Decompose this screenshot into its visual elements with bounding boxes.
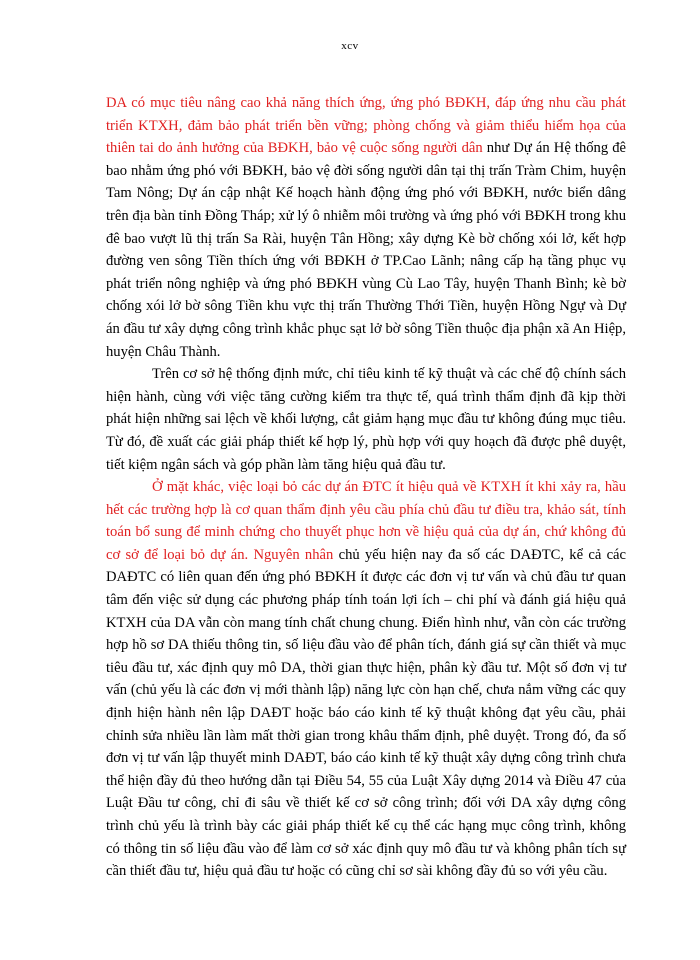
paragraph-2 (106, 363, 626, 476)
paragraph-1-highlight: DA có mục tiêu nâng cao khả năng thích ứng, ứng phó BĐKH, đáp ứng nhu cầu phát triển KTXH, đảm bảo phát triển bền vững; phòng chống và giảm thiểu hiểm họa của thiên tai do ảnh hưởng của BĐKH, bảo vệ cuộc sống người dân (106, 95, 626, 157)
page-number: xcv (341, 40, 359, 52)
paragraph-1-text: như Dự án Hệ thống đê bao nhằm ứng phó với BĐKH, bảo vệ đời sống người dân tại thị trấn Tràm Chim, huyện Tam Nông; Dự án cập nhật Kế hoạch hành động ứng phó với BĐKH, nước biển dâng trên địa bàn tỉnh Đồng Tháp; xử lý ô nhiễm môi trường và ứng phó với BĐKH trong khu đê bao vượt lũ thị trấn Sa Rài, huyện Tân Hồng; xây dựng Kè bờ chống xói lở, kết hợp đường ven sông Tiền thích ứng với BĐKH ở TP.Cao Lãnh; nâng cấp hạ tầng phục vụ phát triển nông nghiệp và ứng phó BĐKH vùng Cù Lao Tây, huyện Thanh Bình; kè bờ chống xói lở bờ sông Tiền khu vực thị trấn Thường Thới Tiền, huyện Hồng Ngự và Dự án đầu tư xây dựng công trình khắc phục sạt lở bờ sông Tiền thuộc địa phận xã An Hiệp, huyện Châu Thành. (106, 140, 627, 360)
paragraph-3 (106, 476, 626, 883)
paragraph-3-highlight: Ở mặt khác, việc loại bỏ các dự án ĐTC ít hiệu quả về KTXH ít khi xảy ra, hầu hết các trường hợp là cơ quan thẩm định yêu cầu phía chủ đầu tư điều tra, khảo sát, tính toán bổ sung để minh chứng cho thuyết phục hơn về hiệu quả của dự án, chứ không đủ cơ sở để loại bỏ dự án. Nguyên nhân (106, 479, 626, 563)
paragraph-3-text: chủ yếu hiện nay đa số các DAĐTC, kể cả các DAĐTC có liên quan đến ứng phó BĐKH ít được các đơn vị tư vấn và chủ đầu tư quan tâm đến việc sử dụng các phương pháp tính toán lợi ích – chi phí và đánh giá hiệu quả KTXH của DA vẫn còn mang tính chất chung chung. Điển hình như, vẫn còn các trường hợp hồ sơ DA thiếu thông tin, số liệu đầu vào để phân tích, đánh giá sự cần thiết và mục tiêu đầu tư, xác định quy mô DA, thời gian thực hiện, phân kỳ đầu tư. Một số đơn vị tư vấn (chủ yếu là các đơn vị mới thành lập) năng lực còn hạn chế, chưa nắm vững các quy định hiện hành nên lập DAĐT hoặc báo cáo kinh tế kỹ thuật không đạt yêu cầu, phải chỉnh sửa nhiều lần làm mất thời gian trong khâu thẩm định, phê duyệt. Trong đó, đa số đơn vị tư vấn lập thuyết minh DAĐT, báo cáo kinh tế kỹ thuật xây dựng công trình chưa thể hiện đầy đủ theo hướng dẫn tại Điều 54, 55 của Luật Xây dựng 2014 và Điều 47 của Luật Đầu tư công, chỉ đi sâu về thiết kế cơ sở công trình; đối với DA xây dựng công trình chủ yếu là trình bày các giải pháp thiết kế cụ thể các hạng mục công trình, không có thông tin số liệu đầu vào để làm cơ sở xác định quy mô đầu tư và không phân tích sự cần thiết đầu tư, hiệu quả đầu tư hoặc có cũng chỉ sơ sài không đầy đủ so với yêu cầu. (106, 546, 627, 880)
paragraph-2-text: Trên cơ sở hệ thống định mức, chỉ tiêu kinh tế kỹ thuật và các chế độ chính sách hiện hành, cùng với việc tăng cường kiểm tra thực tế, quá trình thẩm định đã kịp thời phát hiện những sai lệch về khối lượng, cắt giảm hạng mục đầu tư không đúng mục tiêu. Từ đó, đề xuất các giải pháp thiết kế hợp lý, phù hợp với quy hoạch đã được phê duyệt, tiết kiệm ngân sách và góp phần làm tăng hiệu quả đầu tư. (106, 366, 626, 473)
paragraph-1 (106, 92, 626, 363)
document-body (106, 92, 626, 883)
